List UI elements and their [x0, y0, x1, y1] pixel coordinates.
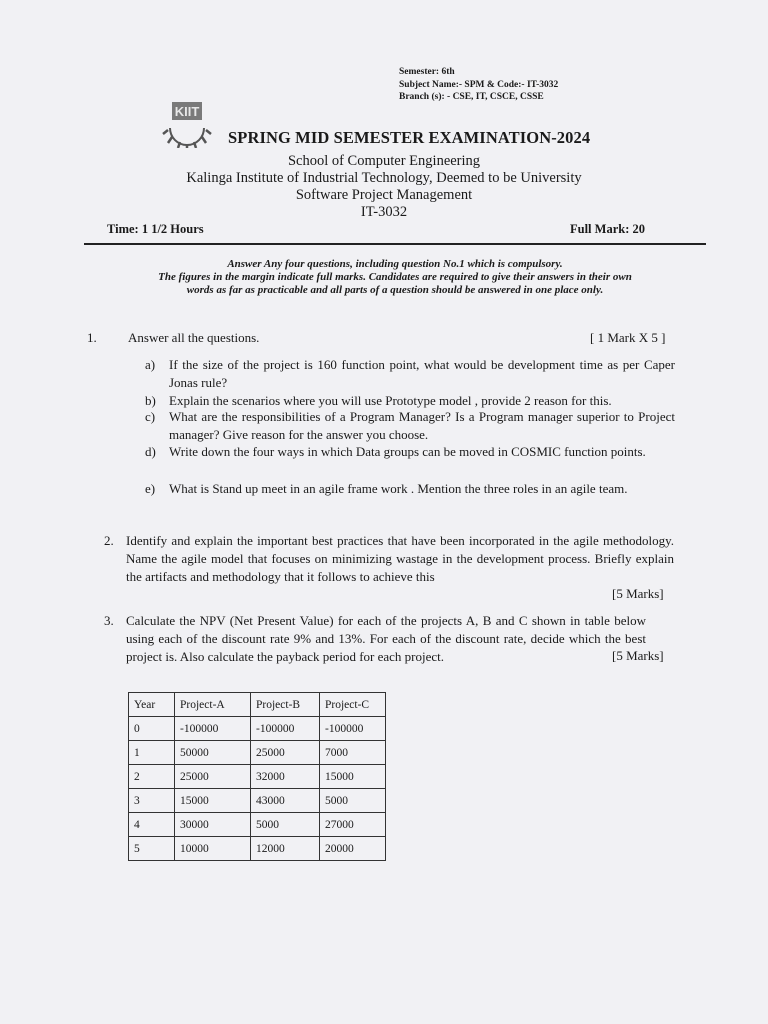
sub-question-label: b): [145, 393, 156, 408]
table-cell: 5: [129, 837, 175, 861]
table-header-cell: Year: [129, 693, 175, 717]
table-header-cell: Project-B: [251, 693, 320, 717]
school-name: School of Computer Engineering: [287, 153, 481, 169]
branch-line: Branch (s): - CSE, IT, CSCE, CSSE: [399, 92, 544, 102]
table-header-cell: Project-A: [175, 693, 251, 717]
table-row: [129, 813, 386, 837]
subject-line: Subject Name:- SPM & Code:- IT-3032: [399, 79, 559, 90]
question-3-text: Calculate the NPV (Net Present Value) for each of the projects A, B and C shown in table below using each of the discount rate 9% and 13%. For each of the discount rate, decide which the best project is. Also calculate the payback period for each project.: [126, 613, 646, 664]
sub-question-text: Explain the scenarios where you will use Prototype model , provide 2 reason for this.: [169, 393, 612, 408]
time-allowed: Time: 1 1/2 Hours: [107, 222, 204, 236]
table-cell: 5000: [320, 789, 386, 813]
question-2-marks: [5 Marks]: [612, 586, 664, 601]
table-header-row: [129, 693, 386, 717]
table-cell: -100000: [175, 717, 251, 741]
table-row: [129, 837, 386, 861]
sub-question-label: d): [145, 444, 156, 459]
table-cell: 2: [129, 765, 175, 789]
full-mark: Full Mark: 20: [570, 222, 645, 236]
table-cell: 10000: [175, 837, 251, 861]
table-cell: 30000: [175, 813, 251, 837]
table-cell: 32000: [251, 765, 320, 789]
table-row: [129, 741, 386, 765]
cashflow-table: [128, 692, 386, 861]
table-cell: 7000: [320, 741, 386, 765]
table-cell: 3: [129, 789, 175, 813]
sub-question-label: c): [145, 409, 156, 424]
table-row: [129, 789, 386, 813]
table-cell: 25000: [251, 741, 320, 765]
table-cell: 25000: [175, 765, 251, 789]
table-cell: 27000: [320, 813, 386, 837]
question-1-marks: [ 1 Mark X 5 ]: [590, 330, 666, 345]
sub-question-d: [145, 443, 675, 461]
sub-question-c: [145, 408, 675, 444]
institution-block: [0, 153, 768, 221]
sub-question-text: What are the responsibilities of a Program Manager? Is a Program manager superior to Project manager? Give reason for the answer you choose.: [169, 409, 675, 442]
course-meta: [399, 66, 558, 104]
table-cell: -100000: [320, 717, 386, 741]
table-cell: 15000: [175, 789, 251, 813]
table-row: [129, 717, 386, 741]
instructions: [90, 258, 700, 297]
course-name: Software Project Management: [295, 187, 473, 203]
table-cell: 43000: [251, 789, 320, 813]
question-2: [104, 532, 674, 586]
question-3-marks: [5 Marks]: [612, 648, 664, 663]
question-1-text: Answer all the questions.: [128, 330, 260, 345]
question-2-number: 2.: [104, 533, 114, 548]
question-3-number: 3.: [104, 613, 114, 628]
table-cell: 50000: [175, 741, 251, 765]
logo-text: KIIT: [174, 104, 200, 119]
sub-question-label: a): [145, 357, 156, 372]
question-1-number: 1.: [87, 330, 97, 345]
table-header-cell: Project-C: [320, 693, 386, 717]
semester-line: Semester: 6th: [399, 67, 455, 77]
table-cell: 20000: [320, 837, 386, 861]
table-cell: 5000: [251, 813, 320, 837]
table-cell: 12000: [251, 837, 320, 861]
sub-question-label: e): [145, 481, 156, 496]
instruction-line-3: words as far as practicable and all parts of a question should be answered in one place only.: [186, 284, 604, 296]
table-cell: 0: [129, 717, 175, 741]
sub-question-e: [145, 480, 675, 498]
sub-question-text: If the size of the project is 160 function point, what would be development time as per Caper Jonas rule?: [169, 357, 675, 390]
question-2-text: Identify and explain the important best practices that have been incorporated in the agile methodology. Name the agile model that focuses on minimizing wastage in the development process. Briefly explain the artifacts and methodology that it follows to achieve this: [126, 533, 674, 584]
table-cell: 15000: [320, 765, 386, 789]
university-name: Kalinga Institute of Industrial Technology, Deemed to be University: [186, 170, 582, 186]
sub-question-text: What is Stand up meet in an agile frame work . Mention the three roles in an agile team.: [169, 481, 628, 496]
table-cell: -100000: [251, 717, 320, 741]
sub-question-a: [145, 356, 675, 392]
table-cell: 4: [129, 813, 175, 837]
instruction-line-2: The figures in the margin indicate full marks. Candidates are required to give their answers in their own: [158, 271, 632, 283]
exam-title: SPRING MID SEMESTER EXAMINATION-2024: [228, 128, 591, 147]
instruction-line-1: Answer Any four questions, including question No.1 which is compulsory.: [227, 258, 563, 270]
table-cell: 1: [129, 741, 175, 765]
kiit-logo-icon: [160, 98, 214, 148]
sub-question-text: Write down the four ways in which Data groups can be moved in COSMIC function points.: [169, 444, 646, 459]
question-3: [104, 612, 674, 666]
header-divider: [84, 243, 706, 245]
course-code: IT-3032: [360, 204, 408, 220]
table-row: [129, 765, 386, 789]
